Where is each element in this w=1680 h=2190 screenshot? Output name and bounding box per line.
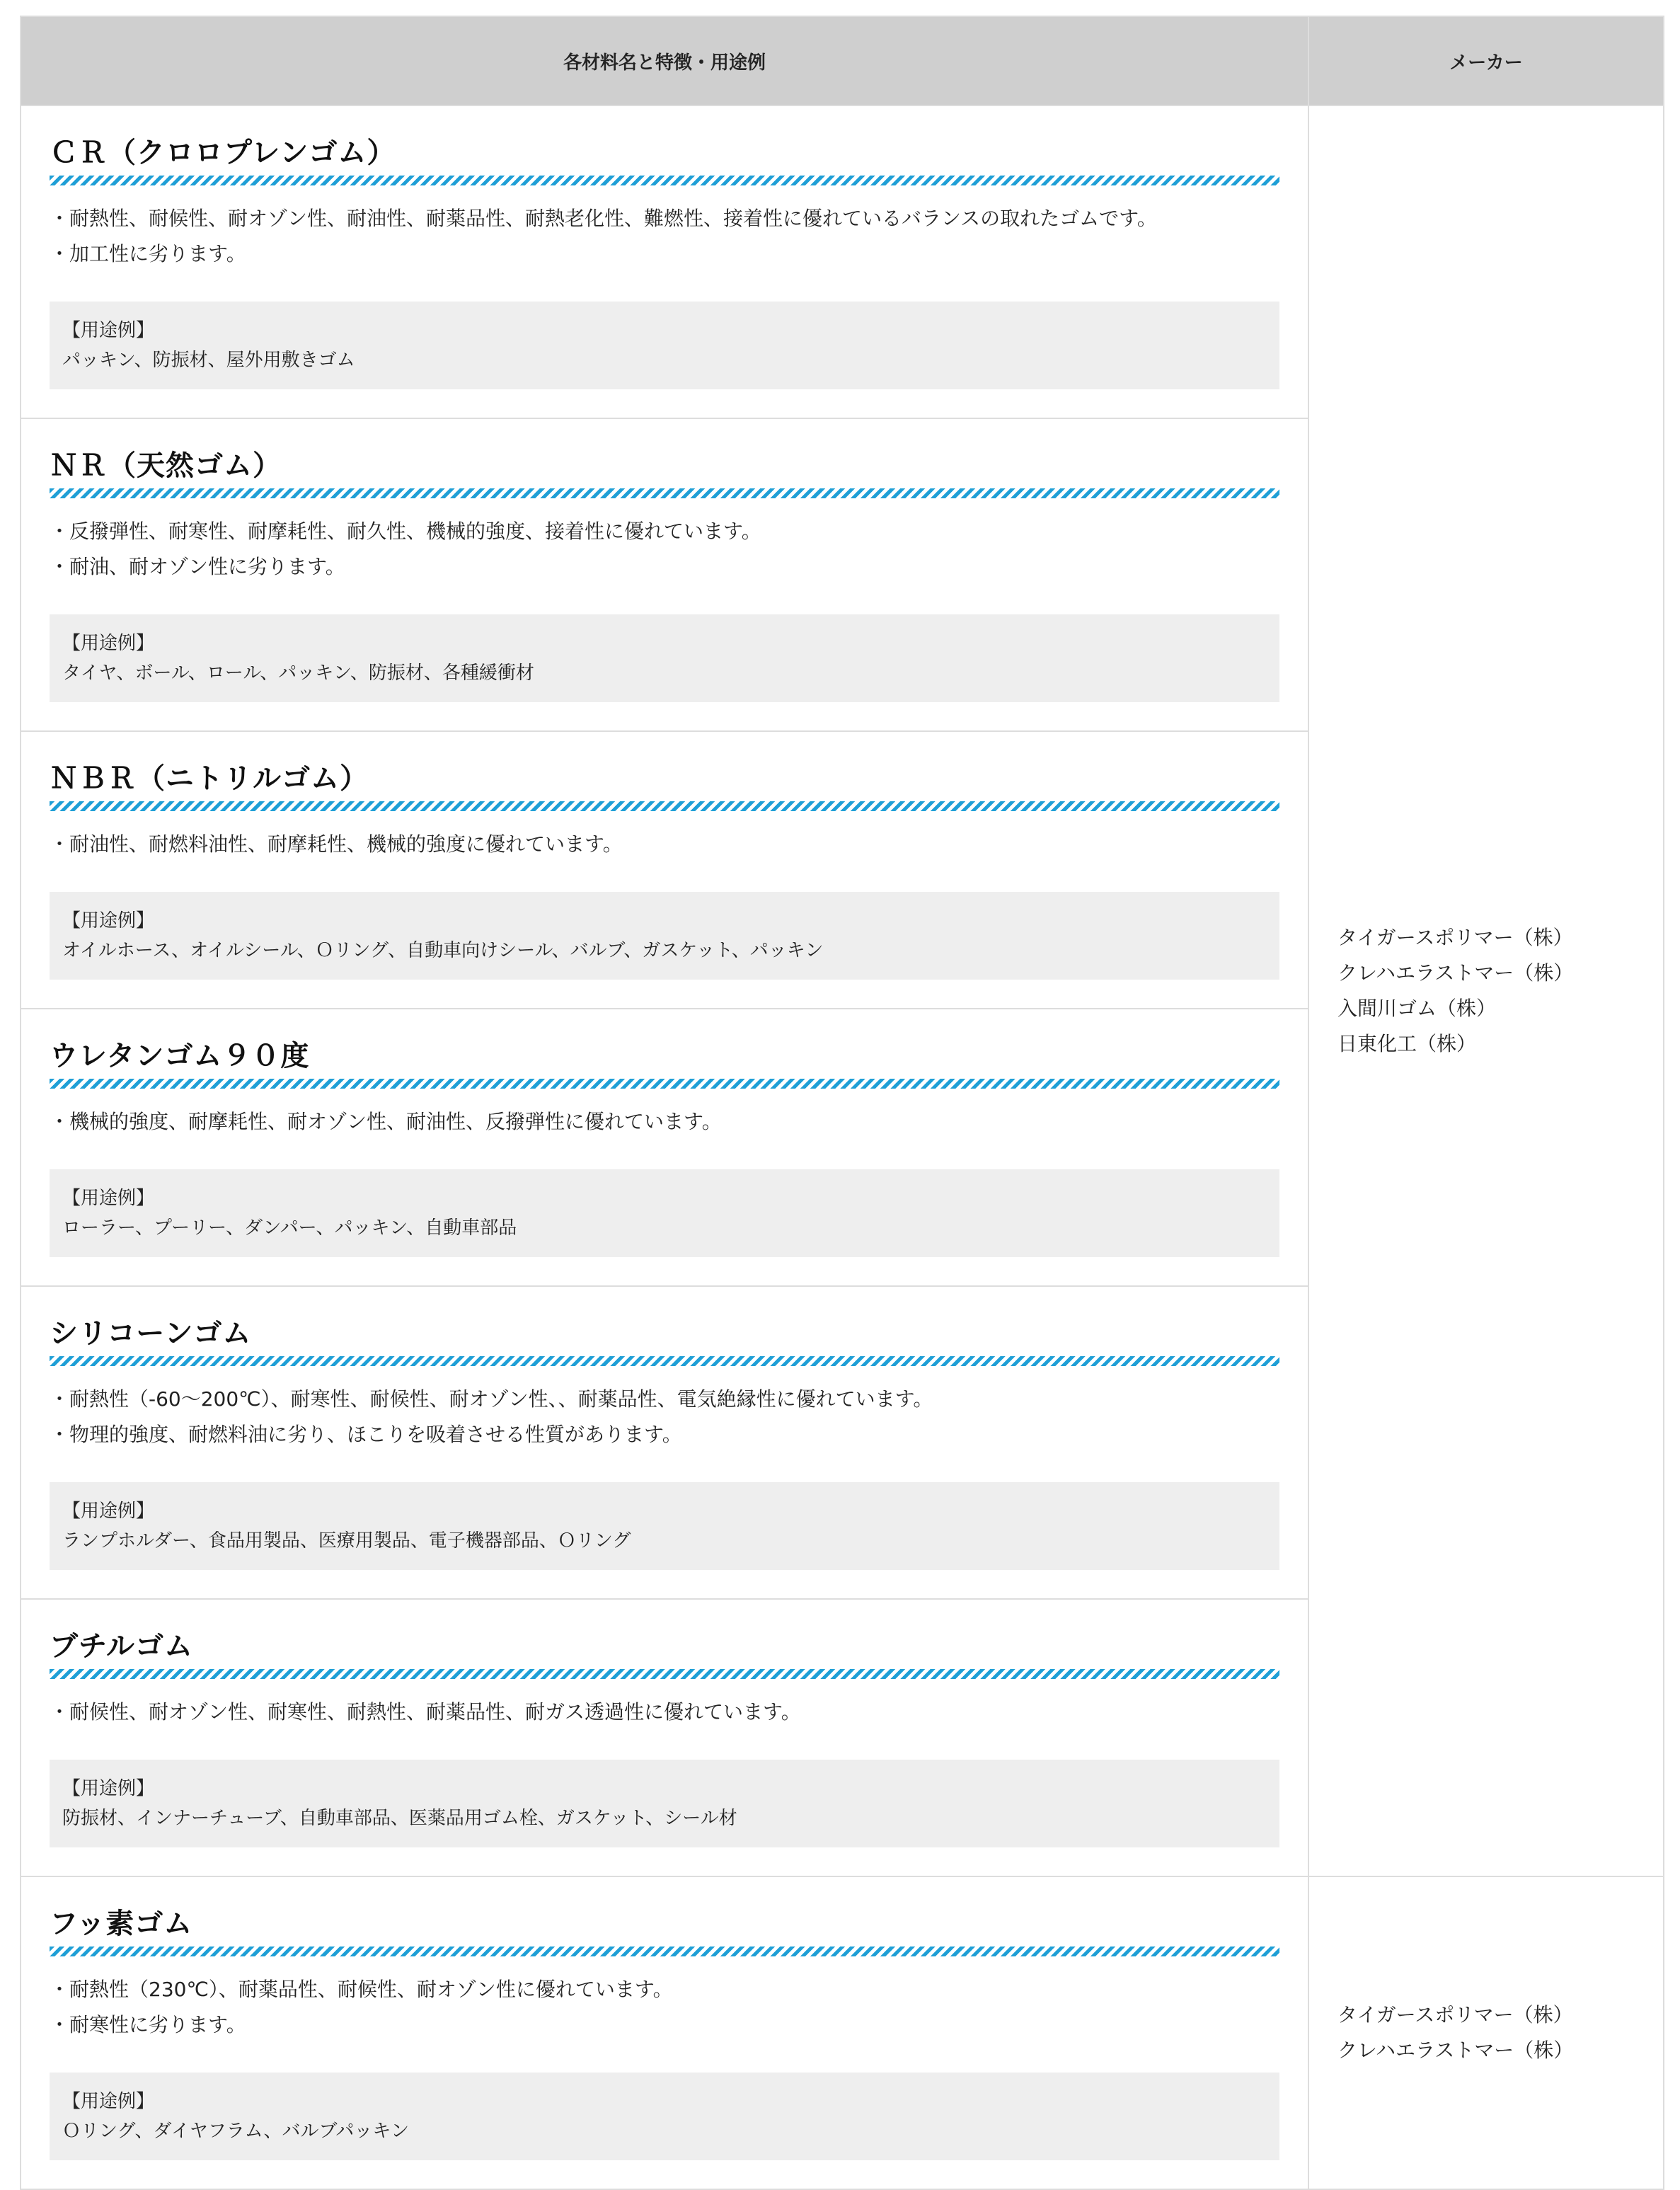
feature-line: ・耐寒性に劣ります。 <box>50 2013 246 2036</box>
usage-label: 【用途例】 <box>62 2091 155 2112</box>
material-cell-silicone <box>21 1286 1308 1599</box>
material-cell-urethane <box>21 1009 1308 1286</box>
maker-name: 日東化工（株） <box>1337 1032 1477 1055</box>
table-row <box>21 1876 1664 2189</box>
usage-text: オイルホース、オイルシール、Ｏリング、自動車向けシール、バルブ、ガスケット、パッキン <box>62 940 824 961</box>
material-cell-cr <box>21 105 1308 418</box>
usage-box <box>50 892 1279 980</box>
maker-name: タイガースポリマー（株） <box>1337 926 1573 949</box>
usage-label: 【用途例】 <box>62 1501 155 1522</box>
materials-table <box>20 16 1664 2190</box>
material-title: ブチルゴム <box>50 1630 193 1663</box>
feature-line: ・耐油、耐オゾン性に劣ります。 <box>50 555 345 578</box>
maker-name: クレハエラストマー（株） <box>1337 961 1574 985</box>
feature-list <box>50 1104 1279 1140</box>
usage-box <box>50 302 1279 389</box>
usage-box <box>50 1482 1279 1570</box>
feature-list <box>50 1972 1279 2043</box>
usage-label: 【用途例】 <box>62 1188 155 1209</box>
feature-line: ・物理的強度、耐燃料油に劣り、ほこりを吸着させる性質があります。 <box>50 1423 682 1446</box>
feature-list <box>50 1695 1279 1730</box>
title-underline <box>50 176 1279 185</box>
feature-line: ・耐熱性（230℃）、耐薬品性、耐候性、耐オゾン性に優れています。 <box>50 1978 673 2001</box>
material-title: フッ素ゴム <box>50 1908 193 1940</box>
usage-text: ランプホルダー、食品用製品、医療用製品、電子機器部品、Ｏリング <box>62 1530 631 1552</box>
feature-list <box>50 1382 1279 1452</box>
feature-line: ・機械的強度、耐摩耗性、耐オゾン性、耐油性、反撥弾性に優れています。 <box>50 1110 722 1133</box>
usage-label: 【用途例】 <box>62 1778 155 1799</box>
usage-label: 【用途例】 <box>62 320 155 341</box>
material-cell-fluoro <box>21 1876 1308 2189</box>
feature-line: ・反撥弾性、耐寒性、耐摩耗性、耐久性、機械的強度、接着性に優れています。 <box>50 520 761 543</box>
material-title: シリコーンゴム <box>50 1317 252 1350</box>
feature-line: ・耐熱性（-60～200℃）、耐寒性、耐候性、耐オゾン性、、耐薬品性、電気絶縁性に優れています。 <box>50 1387 933 1411</box>
usage-label: 【用途例】 <box>62 910 155 931</box>
feature-line: ・耐油性、耐燃料油性、耐摩耗性、機械的強度に優れています。 <box>50 832 623 856</box>
usage-box <box>50 2073 1279 2160</box>
title-underline <box>50 1669 1279 1679</box>
header-maker: メーカー <box>1308 16 1664 105</box>
usage-text: ローラー、プーリー、ダンパー、パッキン、自動車部品 <box>62 1217 517 1239</box>
material-cell-nbr <box>21 731 1308 1009</box>
title-underline <box>50 1079 1279 1089</box>
title-underline <box>50 488 1279 498</box>
material-title: ウレタンゴム９０度 <box>50 1040 310 1072</box>
usage-text: Ｏリング、ダイヤフラム、バルブパッキン <box>62 2121 410 2142</box>
usage-text: 防振材、インナーチューブ、自動車部品、医薬品用ゴム栓、ガスケット、シール材 <box>62 1808 737 1829</box>
material-title: ＣＲ（クロロプレンゴム） <box>50 137 396 169</box>
feature-list <box>50 514 1279 585</box>
maker-name: 入間川ゴム（株） <box>1337 997 1497 1020</box>
table-header-row <box>21 16 1664 105</box>
feature-list <box>50 201 1279 272</box>
header-material: 各材料名と特徴・用途例 <box>21 16 1308 105</box>
maker-cell-group1 <box>1308 105 1664 1876</box>
title-underline <box>50 1947 1279 1956</box>
usage-box <box>50 614 1279 702</box>
title-underline <box>50 801 1279 811</box>
maker-name: タイガースポリマー（株） <box>1337 2003 1573 2026</box>
material-cell-nr <box>21 418 1308 731</box>
title-underline <box>50 1356 1279 1366</box>
usage-text: タイヤ、ボール、ロール、パッキン、防振材、各種緩衝材 <box>62 663 534 684</box>
feature-line: ・耐候性、耐オゾン性、耐寒性、耐熱性、耐薬品性、耐ガス透過性に優れています。 <box>50 1700 801 1724</box>
usage-label: 【用途例】 <box>62 633 155 654</box>
feature-line: ・耐熱性、耐候性、耐オゾン性、耐油性、耐薬品性、耐熱老化性、難燃性、接着性に優れているバランスの取れたゴムです。 <box>50 207 1157 230</box>
usage-box <box>50 1760 1279 1847</box>
maker-name: クレハエラストマー（株） <box>1337 2039 1574 2062</box>
material-cell-butyl <box>21 1599 1308 1876</box>
usage-text: パッキン、防振材、屋外用敷きゴム <box>62 350 355 371</box>
table-row <box>21 105 1664 418</box>
material-title: ＮＢＲ（ニトリルゴム） <box>50 762 369 795</box>
usage-box <box>50 1169 1279 1257</box>
maker-cell-group2 <box>1308 1876 1664 2189</box>
feature-list <box>50 827 1279 862</box>
material-title: ＮＲ（天然ゴム） <box>50 449 282 482</box>
feature-line: ・加工性に劣ります。 <box>50 242 246 265</box>
